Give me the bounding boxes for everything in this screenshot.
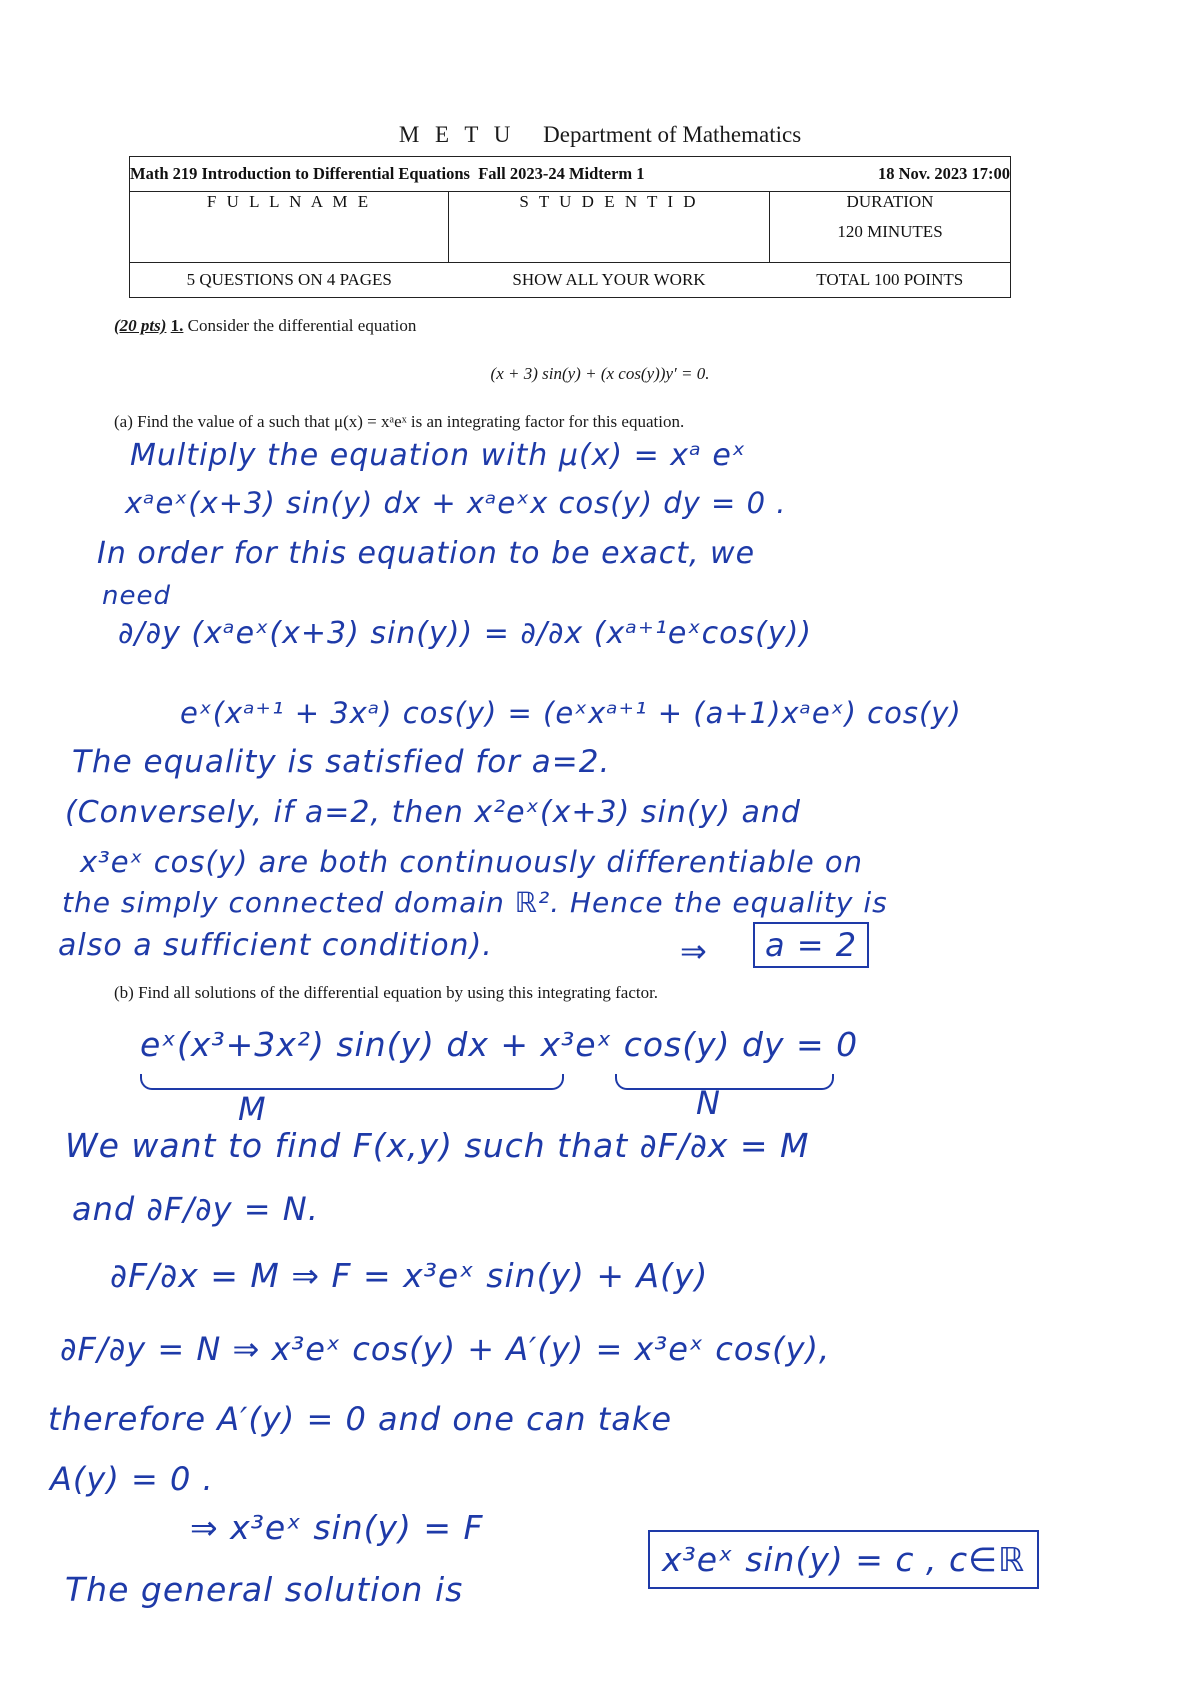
hw-b-line-4: ∂F/∂x = M ⇒ F = x³eˣ sin(y) + A(y)	[110, 1256, 709, 1295]
hw-a-implies: ⇒	[680, 932, 708, 970]
hw-b-label-n: N	[696, 1084, 721, 1122]
part-a-prompt: (a) Find the value of a such that μ(x) = xᵃeˣ is an integrating factor for this equation.	[114, 412, 685, 431]
student-id-label: S T U D E N T I D	[519, 192, 699, 211]
hw-a-line-3: In order for this equation to be exact, we	[97, 536, 756, 571]
hw-a-line-1: Multiply the equation with μ(x) = xᵃ eˣ	[130, 438, 747, 473]
duration-cell	[770, 192, 1011, 263]
hw-b-line-1: eˣ(x³+3x²) sin(y) dx + x³eˣ cos(y) dy = 0	[140, 1025, 859, 1064]
institution-name: M E T U	[398, 122, 516, 147]
hw-b-line-6: therefore A′(y) = 0 and one can take	[48, 1400, 673, 1438]
hw-b-line-5: ∂F/∂y = N ⇒ x³eˣ cos(y) + A′(y) = x³eˣ cos(y),	[60, 1330, 831, 1368]
hw-a-line-10: the simply connected domain ℝ². Hence the equality is	[62, 886, 888, 919]
questions-info: 5 QUESTIONS ON 4 PAGES	[130, 263, 449, 298]
question-1-heading	[114, 316, 416, 336]
hw-b-line-9: The general solution is	[65, 1570, 464, 1609]
full-name-field[interactable]	[130, 192, 449, 263]
student-id-field[interactable]	[449, 192, 770, 263]
full-name-label: F U L L N A M E	[206, 192, 372, 211]
exam-info-table	[129, 156, 1011, 298]
hw-underbrace-m	[140, 1074, 564, 1090]
term-exam: Fall 2023-24 Midterm 1	[478, 164, 645, 183]
hw-b-line-3: and ∂F/∂y = N.	[72, 1190, 319, 1228]
hw-b-boxed-answer: x³eˣ sin(y) = c , c∈ℝ	[648, 1530, 1039, 1589]
hw-b-line-8: ⇒ x³eˣ sin(y) = F	[190, 1508, 484, 1547]
hw-a-line-11: also a sufficient condition).	[58, 928, 493, 963]
hw-underbrace-n	[615, 1074, 834, 1090]
hw-a-line-6: eˣ(xᵃ⁺¹ + 3xᵃ) cos(y) = (eˣxᵃ⁺¹ + (a+1)xᵃeˣ) cos(y)	[180, 696, 962, 730]
course-title: Math 219 Introduction to Differential Equations Fall 2023-24 Midterm 1	[130, 157, 770, 192]
hw-a-line-7: The equality is satisfied for a=2.	[72, 744, 611, 780]
question-prompt: Consider the differential equation	[187, 316, 417, 335]
hw-b-line-7: A(y) = 0 .	[50, 1460, 214, 1498]
hw-a-boxed-answer: a = 2	[753, 922, 869, 968]
hw-a-line-8: (Conversely, if a=2, then x²eˣ(x+3) sin(y) and	[65, 795, 801, 830]
hw-b-line-2: We want to find F(x,y) such that ∂F/∂x = M	[65, 1126, 810, 1165]
hw-a-line-4: need	[102, 581, 171, 611]
question-equation: (x + 3) sin(y) + (x cos(y))y′ = 0.	[490, 364, 710, 383]
duration-label: DURATION	[846, 192, 934, 211]
exam-date-time: 18 Nov. 2023 17:00	[770, 157, 1011, 192]
department-name: Department of Mathematics	[543, 122, 802, 147]
show-work-note: SHOW ALL YOUR WORK	[449, 263, 770, 298]
hw-a-line-5: ∂/∂y (xᵃeˣ(x+3) sin(y)) = ∂/∂x (xᵃ⁺¹eˣcos(y))	[118, 616, 812, 651]
question-points: (20 pts)	[114, 316, 167, 335]
part-b-prompt: (b) Find all solutions of the differential equation by using this integrating factor.	[114, 983, 659, 1002]
hw-b-label-m: M	[238, 1090, 267, 1128]
hw-a-line-9: x³eˣ cos(y) are both continuously differentiable on	[80, 845, 864, 879]
exam-header	[0, 122, 1200, 148]
duration-value: 120 MINUTES	[837, 222, 943, 241]
hw-a-line-2: xᵃeˣ(x+3) sin(y) dx + xᵃeˣx cos(y) dy = 0 .	[125, 486, 787, 520]
question-number: 1.	[170, 316, 184, 335]
total-points: TOTAL 100 POINTS	[770, 263, 1011, 298]
